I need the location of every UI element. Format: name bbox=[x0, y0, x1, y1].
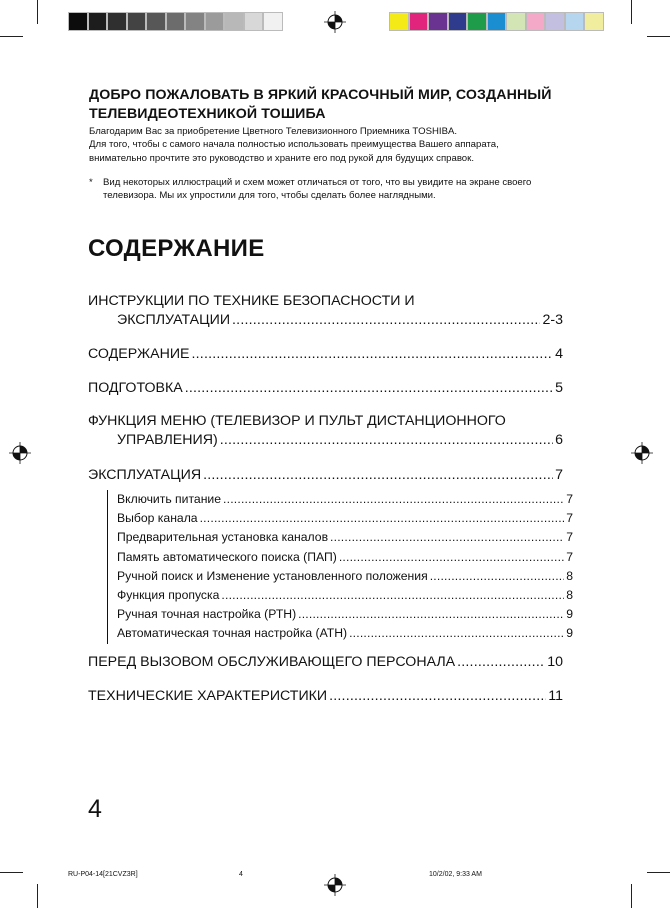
leader-dots bbox=[185, 379, 553, 398]
gray-swatch bbox=[185, 12, 205, 31]
toc-subentry bbox=[117, 509, 573, 528]
toc-page-number: 7 bbox=[566, 530, 573, 545]
footer-date: 10/2/02, 9:33 AM bbox=[429, 871, 482, 878]
toc-entry-contents bbox=[88, 345, 563, 364]
toc-entry-label: ФУНКЦИЯ МЕНЮ (ТЕЛЕВИЗОР И ПУЛЬТ ДИСТАНЦИОННОГО bbox=[88, 413, 506, 429]
color-swatch bbox=[428, 12, 448, 31]
color-calibration-bar bbox=[389, 12, 604, 31]
toc-entry-label: УПРАВЛЕНИЯ) bbox=[117, 432, 218, 448]
toc-subentry-label: Ручная точная настройка (РТН) bbox=[117, 607, 297, 622]
leader-dots bbox=[232, 311, 540, 330]
gray-swatch bbox=[205, 12, 225, 31]
toc-entry-service bbox=[88, 653, 563, 672]
toc-subentry bbox=[117, 528, 573, 547]
leader-dots bbox=[329, 687, 546, 706]
toc-subentry-label: Предварительная установка каналов bbox=[117, 530, 329, 545]
leader-dots bbox=[203, 466, 553, 485]
registration-mark-icon bbox=[9, 442, 31, 464]
toc-page-number: 8 bbox=[566, 588, 573, 603]
toc-entry-preparation bbox=[88, 379, 563, 398]
welcome-text-line: Благодарим Вас за приобретение Цветного Телевизионного Приемника TOSHIBA. bbox=[89, 126, 458, 137]
note-marker: * bbox=[89, 177, 93, 188]
footer-page: 4 bbox=[239, 871, 243, 878]
gray-swatch bbox=[166, 12, 186, 31]
leader-dots bbox=[220, 431, 553, 450]
welcome-text bbox=[89, 125, 589, 165]
leader-dots bbox=[223, 490, 564, 509]
toc-page-number: 10 bbox=[547, 654, 563, 670]
toc-subentry-label: Память автоматического поиска (ПАП) bbox=[117, 549, 337, 564]
color-swatch bbox=[565, 12, 585, 31]
gray-swatch bbox=[107, 12, 127, 31]
note-line: Вид некоторых иллюстраций и схем может отличаться от того, что вы увидите на экране своего bbox=[103, 177, 532, 188]
gray-swatch bbox=[146, 12, 166, 31]
toc-page-number: 2-3 bbox=[542, 312, 563, 328]
toc-subentry-label: Автоматическая точная настройка (АТН) bbox=[117, 626, 348, 641]
toc-page-number: 7 bbox=[566, 511, 573, 526]
gray-swatch bbox=[263, 12, 283, 31]
gray-swatch bbox=[68, 12, 88, 31]
leader-dots bbox=[192, 345, 554, 364]
leader-dots bbox=[349, 624, 564, 643]
toc-page-number: 7 bbox=[555, 467, 563, 483]
toc-entry-label: ПОДГОТОВКА bbox=[88, 380, 183, 396]
toc-entry-label: ПЕРЕД ВЫЗОВОМ ОБСЛУЖИВАЮЩЕГО ПЕРСОНАЛА bbox=[88, 654, 456, 670]
leader-dots bbox=[330, 528, 564, 547]
welcome-title-line: ТЕЛЕВИДЕОТЕХНИКОЙ ТОШИБА bbox=[89, 106, 326, 122]
leader-dots bbox=[339, 548, 564, 567]
toc-subentry-label: Выбор канала bbox=[117, 511, 198, 526]
toc-entry-label: ЭКСПЛУАТАЦИЯ bbox=[88, 467, 202, 483]
welcome-title bbox=[89, 86, 589, 124]
leader-dots bbox=[200, 509, 565, 528]
toc-subentry bbox=[117, 624, 573, 643]
gray-swatch bbox=[88, 12, 108, 31]
toc-page-number: 7 bbox=[566, 549, 573, 564]
welcome-text-line: внимательно прочтите это руководство и храните его под рукой для будущих справок. bbox=[89, 152, 475, 164]
toc-page-number: 9 bbox=[566, 626, 573, 641]
color-swatch bbox=[506, 12, 526, 31]
toc-subentry-label: Функция пропуска bbox=[117, 588, 220, 603]
toc-page-number: 8 bbox=[566, 568, 573, 583]
toc-page-number: 6 bbox=[555, 432, 563, 448]
color-swatch bbox=[526, 12, 546, 31]
registration-mark-icon bbox=[324, 874, 346, 896]
toc-subentry-label: Включить питание bbox=[117, 492, 222, 506]
leader-dots bbox=[298, 605, 564, 624]
welcome-title-line: ДОБРО ПОЖАЛОВАТЬ В ЯРКИЙ КРАСОЧНЫЙ МИР, СОЗДАННЫЙ bbox=[89, 87, 552, 103]
toc-page-number: 5 bbox=[555, 380, 563, 396]
welcome-text-line: Для того, чтобы с самого начала полностью использовать преимущества Вашего аппарата, bbox=[89, 139, 499, 151]
color-swatch bbox=[389, 12, 409, 31]
toc-subentry-label: Ручной поиск и Изменение установленного положения bbox=[117, 568, 428, 583]
gray-swatch bbox=[224, 12, 244, 31]
operation-subsections bbox=[107, 490, 573, 644]
color-swatch bbox=[467, 12, 487, 31]
toc-page-number: 9 bbox=[566, 607, 573, 622]
toc-entry-label: ТЕХНИЧЕСКИЕ ХАРАКТЕРИСТИКИ bbox=[88, 688, 328, 704]
grayscale-calibration-bar bbox=[68, 12, 283, 31]
illustration-note bbox=[89, 176, 589, 203]
color-swatch bbox=[545, 12, 565, 31]
gray-swatch bbox=[244, 12, 264, 31]
toc-subentry bbox=[117, 567, 573, 586]
toc-subentry bbox=[117, 490, 573, 509]
toc-subentry bbox=[117, 605, 573, 624]
toc-subentry bbox=[117, 548, 573, 567]
toc-entry-menu bbox=[88, 412, 563, 450]
toc-entry-label: СОДЕРЖАНИЕ bbox=[88, 346, 190, 362]
leader-dots bbox=[457, 653, 545, 672]
footer-filename: RU-P04-14[21CVZ3R] bbox=[68, 871, 138, 878]
note-line: телевизора. Мы их упростили для того, чтобы сделать более наглядными. bbox=[103, 190, 436, 202]
toc-page-number: 4 bbox=[555, 346, 563, 362]
toc-entry-specs bbox=[88, 687, 563, 706]
color-swatch bbox=[584, 12, 604, 31]
toc-entry-safety bbox=[88, 292, 563, 330]
registration-mark-icon bbox=[631, 442, 653, 464]
toc-page-number: 11 bbox=[548, 688, 563, 704]
toc-entry-operation bbox=[88, 466, 563, 485]
toc-entry-label: ЭКСПЛУАТАЦИИ bbox=[117, 312, 231, 328]
toc-page-number: 7 bbox=[566, 492, 573, 506]
leader-dots bbox=[221, 586, 564, 605]
color-swatch bbox=[448, 12, 468, 31]
toc-heading: СОДЕРЖАНИЕ bbox=[88, 235, 265, 262]
registration-mark-icon bbox=[324, 11, 346, 33]
page-number: 4 bbox=[88, 795, 102, 823]
leader-dots bbox=[430, 567, 565, 586]
color-swatch bbox=[409, 12, 429, 31]
toc-subentry bbox=[117, 586, 573, 605]
toc-entry-label: ИНСТРУКЦИИ ПО ТЕХНИКЕ БЕЗОПАСНОСТИ И bbox=[88, 293, 415, 309]
gray-swatch bbox=[127, 12, 147, 31]
color-swatch bbox=[487, 12, 507, 31]
